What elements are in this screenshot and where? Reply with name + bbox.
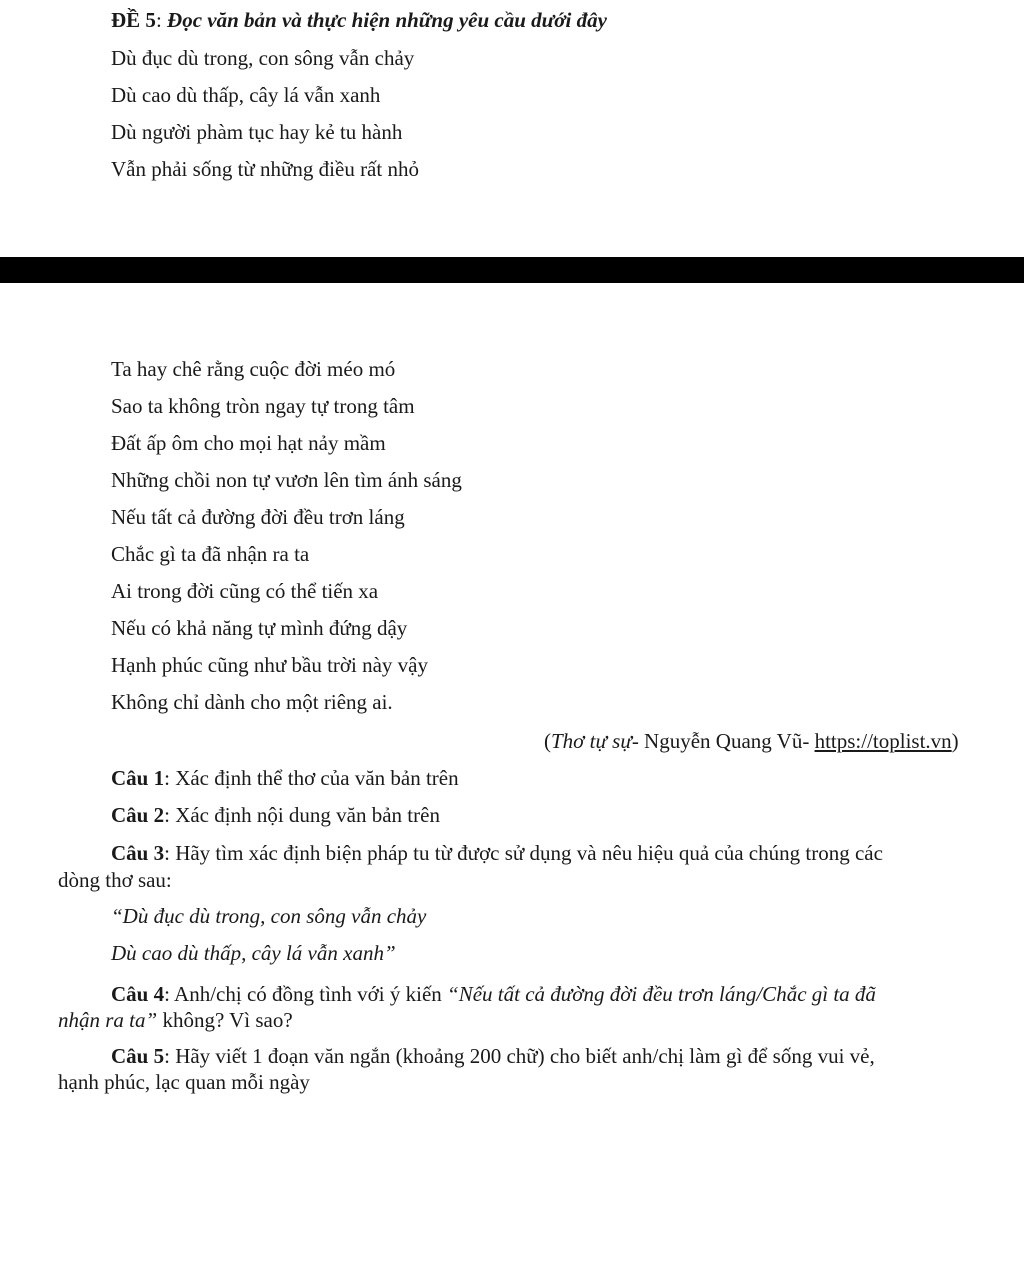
question-5-label: Câu 5 — [111, 1044, 165, 1068]
question-4-text-b: không? Vì sao? — [157, 1008, 293, 1032]
poem-line: Không chỉ dành cho một riêng ai. — [111, 690, 393, 714]
poem-line: Ta hay chê rằng cuộc đời méo mó — [111, 357, 396, 381]
poem-line: Dù người phàm tục hay kẻ tu hành — [111, 120, 403, 144]
question-2-text: : Xác định nội dung văn bản trên — [164, 803, 440, 827]
source-close: ) — [951, 729, 959, 753]
poem-line: Đất ấp ôm cho mọi hạt nảy mầm — [111, 431, 386, 455]
question-2 — [111, 802, 440, 828]
question-1-text: : Xác định thể thơ của văn bản trên — [164, 766, 459, 790]
poem-line: Những chồi non tự vươn lên tìm ánh sáng — [111, 468, 462, 492]
page-divider-bar — [0, 257, 1024, 283]
question-3-label: Câu 3 — [111, 841, 165, 865]
source-author: - Nguyễn Quang Vũ- — [631, 729, 815, 753]
poem-line: Sao ta không tròn ngay tự trong tâm — [111, 394, 415, 418]
question-3-line1 — [111, 840, 883, 866]
poem-line: Nếu có khả năng tự mình đứng dậy — [111, 616, 408, 640]
question-5-text: : Hãy viết 1 đoạn văn ngắn (khoảng 200 chữ) cho biết anh/chị làm gì để sống vui vẻ, — [164, 1044, 875, 1068]
question-2-label: Câu 2 — [111, 803, 165, 827]
source-link[interactable]: https://toplist.vn — [814, 729, 952, 753]
question-4-text-a: : Anh/chị có đồng tình với ý kiến — [164, 982, 448, 1006]
question-4-quote-b: nhận ra ta” — [58, 1008, 158, 1032]
exam-title-text: Đọc văn bản và thực hiện những yêu cầu dưới đây — [167, 8, 607, 32]
poem-line: Hạnh phúc cũng như bầu trời này vậy — [111, 653, 428, 677]
question-4-line1 — [111, 981, 876, 1007]
exam-title-label: ĐỀ 5 — [111, 8, 156, 32]
source-open: ( — [544, 729, 551, 753]
poem-line: Nếu tất cả đường đời đều trơn láng — [111, 505, 405, 529]
question-1 — [111, 765, 459, 791]
question-5-line1 — [111, 1043, 875, 1069]
poem-line: Ai trong đời cũng có thể tiến xa — [111, 579, 379, 603]
question-1-label: Câu 1 — [111, 766, 165, 790]
question-3-line2: dòng thơ sau: — [58, 868, 172, 892]
question-4-label: Câu 4 — [111, 982, 165, 1006]
poem-line: Dù đục dù trong, con sông vẫn chảy — [111, 46, 415, 70]
question-3-text: : Hãy tìm xác định biện pháp tu từ được sử dụng và nêu hiệu quả của chúng trong các — [164, 841, 883, 865]
poem-line: Chắc gì ta đã nhận ra ta — [111, 542, 310, 566]
question-3-quote-line1: “Dù đục dù trong, con sông vẫn chảy — [111, 904, 427, 928]
question-5-line2: hạnh phúc, lạc quan mỗi ngày — [58, 1070, 310, 1094]
exam-title-sep: : — [155, 8, 168, 32]
poem-line: Vẫn phải sống từ những điều rất nhỏ — [111, 157, 419, 181]
question-3-quote-line2: Dù cao dù thấp, cây lá vẫn xanh” — [111, 941, 396, 965]
exam-title — [111, 7, 607, 33]
question-4-quote-a: “Nếu tất cả đường đời đều trơn láng/Chắc gì ta đã — [447, 982, 876, 1006]
poem-source — [544, 728, 959, 754]
source-genre: Thơ tự sự — [551, 729, 632, 753]
question-4-line2 — [58, 1007, 293, 1033]
poem-line: Dù cao dù thấp, cây lá vẫn xanh — [111, 83, 381, 107]
